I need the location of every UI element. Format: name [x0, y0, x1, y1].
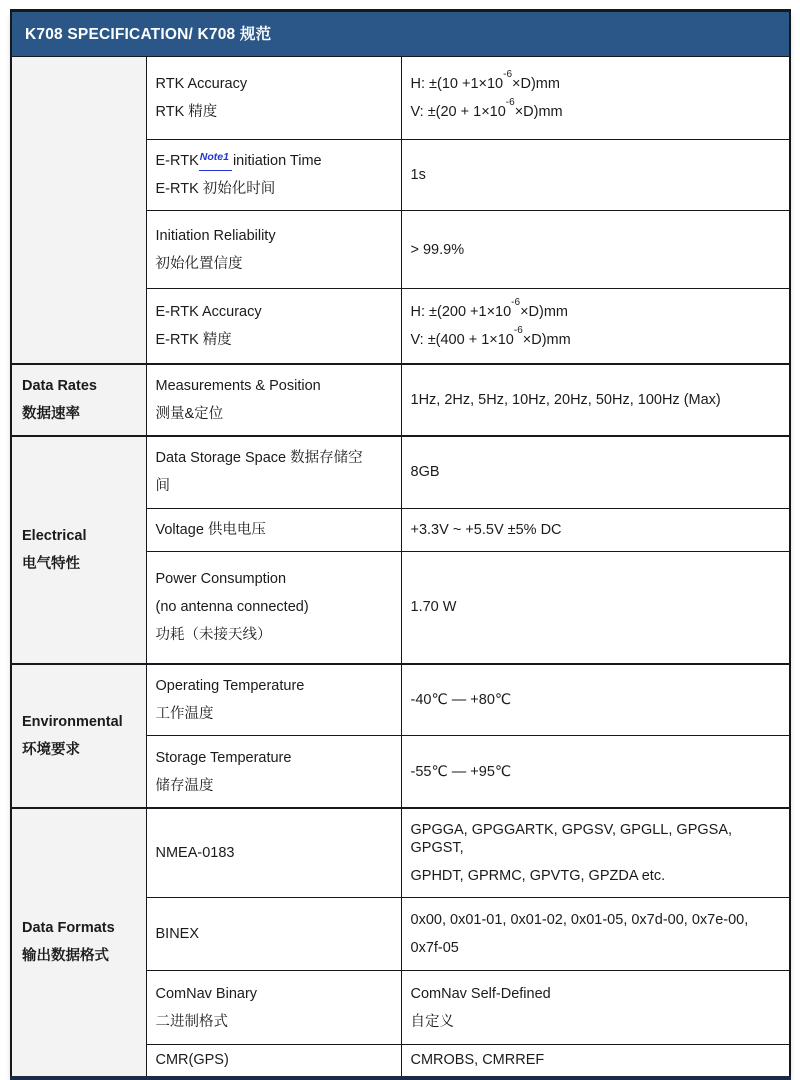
param-line-en: Measurements & Position	[155, 377, 321, 394]
row-operating-temperature	[11, 664, 790, 736]
value-cell-ertk-accuracy	[401, 289, 790, 364]
value-line: 1.70 W	[410, 599, 457, 616]
param-cell-nmea	[146, 808, 401, 898]
param-line-en: ComNav Binary	[155, 985, 258, 1002]
param-line-en: Storage Temperature	[155, 749, 292, 766]
value-line-2: 自定义	[410, 1013, 454, 1030]
value-cell-rtk-accuracy	[401, 57, 790, 140]
param-cell-power-consumption	[146, 551, 401, 664]
value-line: 1s	[410, 167, 426, 184]
value-line: -40℃ — +80℃	[410, 692, 512, 709]
value-line: 8GB	[410, 464, 440, 481]
value-line-1: 0x00, 0x01-01, 0x01-02, 0x01-05, 0x7d-00, 0x7e-00,	[410, 912, 749, 929]
param-cell-voltage	[146, 508, 401, 551]
param-cell-data-storage	[146, 436, 401, 508]
category-cell-blank	[11, 57, 146, 364]
param-line-3: 功耗（未接天线）	[155, 627, 272, 644]
param-line-zh: 测量&定位	[155, 405, 224, 422]
value-line-v: V: $\pm(20 + 1\times 10^{-6}\times D)mm$	[410, 97, 563, 120]
row-rtk-accuracy	[11, 57, 790, 140]
param-line: CMR(GPS)	[155, 1052, 229, 1069]
category-label-zh: 数据速率	[22, 405, 80, 422]
param-line-en: E-RTK Accuracy	[155, 303, 262, 320]
category-cell-data-rates	[11, 364, 146, 436]
value-cell-ertk-initiation	[401, 140, 790, 211]
value-cell-operating-temperature	[401, 664, 790, 736]
row-nmea-0183	[11, 808, 790, 898]
param-line-en	[156, 152, 397, 170]
param-cell-ertk-accuracy	[146, 289, 401, 364]
note1-link[interactable]: Note1	[199, 151, 229, 163]
value-line-v: V: $\pm(400 + 1\times 10^{-6}\times D)mm$	[410, 325, 571, 348]
param-line-1: Data Storage Space 数据存储空	[155, 450, 363, 467]
param-line: Voltage 供电电压	[155, 521, 266, 538]
param-line-zh: 二进制格式	[155, 1013, 228, 1030]
param-line-en: RTK Accuracy	[155, 75, 248, 92]
spec-table	[10, 9, 791, 1080]
ertk-prefix: E-RTK	[155, 153, 199, 169]
category-label-en: Data Rates	[22, 377, 97, 394]
param-cell-cmr	[146, 1045, 401, 1078]
param-line-zh: 初始化置信度	[155, 255, 243, 272]
category-label-en: Environmental	[22, 713, 123, 730]
param-line-zh: 储存温度	[155, 777, 214, 794]
value-cell-power-consumption	[401, 551, 790, 664]
param-cell-initiation-reliability	[146, 211, 401, 289]
row-measurements-position	[11, 364, 790, 436]
param-cell-storage-temperature	[146, 736, 401, 808]
value-line: +3.3V ~ +5.5V ±5% DC	[410, 521, 562, 538]
value-line-1: ComNav Self-Defined	[410, 985, 551, 1002]
param-line-en: Initiation Reliability	[155, 227, 276, 244]
value-cell-data-storage	[401, 436, 790, 508]
category-label-zh: 电气特性	[22, 556, 80, 573]
category-cell-environmental	[11, 664, 146, 808]
ertk-suffix: initiation Time	[232, 153, 322, 169]
value-cell-voltage	[401, 508, 790, 551]
param-cell-operating-temperature	[146, 664, 401, 736]
value-cell-cmr	[401, 1045, 790, 1078]
param-line-zh: E-RTK 初始化时间	[155, 181, 276, 198]
table-header-row	[11, 11, 790, 57]
param-line: NMEA-0183	[155, 845, 235, 861]
value-cell-binex	[401, 898, 790, 971]
param-line-2: 间	[155, 478, 170, 495]
value-cell-storage-temperature	[401, 736, 790, 808]
value-cell-comnav-binary	[401, 971, 790, 1045]
value-line-2: 0x7f-05	[410, 940, 459, 957]
value-line-h: H: $\pm(200 +1\times 10^{-6}\times D)mm$	[410, 297, 569, 320]
param-line: BINEX	[155, 926, 200, 943]
value-line: 1Hz, 2Hz, 5Hz, 10Hz, 20Hz, 50Hz, 100Hz (Max)	[410, 391, 721, 408]
param-line-2: (no antenna connected)	[155, 599, 309, 616]
category-label-zh: 环境要求	[22, 742, 80, 758]
param-line-1: Power Consumption	[155, 571, 287, 588]
value-line: > 99.9%	[410, 241, 465, 258]
row-data-storage-space	[11, 436, 790, 508]
param-line-en: Operating Temperature	[155, 678, 305, 695]
category-label-en: Data Formats	[22, 920, 115, 937]
param-cell-rtk-accuracy	[146, 57, 401, 140]
value-cell-initiation-reliability	[401, 211, 790, 289]
param-cell-binex	[146, 898, 401, 971]
value-cell-nmea	[401, 808, 790, 898]
category-label-en: Electrical	[22, 527, 87, 544]
param-cell-comnav-binary	[146, 971, 401, 1045]
param-line-zh: E-RTK 精度	[155, 332, 232, 348]
param-cell-measurements-position	[146, 364, 401, 436]
value-line: -55℃ — +95℃	[410, 763, 512, 780]
value-cell-measurements-position	[401, 364, 790, 436]
value-line-1: GPGGA, GPGGARTK, GPGSV, GPGLL, GPGSA, GPGST,	[410, 821, 733, 856]
param-cell-ertk-initiation	[146, 140, 401, 211]
category-cell-electrical	[11, 436, 146, 664]
category-cell-data-formats	[11, 808, 146, 1078]
table-title: K708 SPECIFICATION/ K708 规范	[11, 11, 790, 57]
param-line-zh: RTK 精度	[155, 104, 218, 120]
value-line-h: H: $\pm(10 +1\times 10^{-6}\times D)mm$	[410, 69, 560, 92]
param-line-zh: 工作温度	[155, 706, 214, 723]
value-line: CMROBS, CMRREF	[410, 1052, 545, 1069]
category-label-zh: 输出数据格式	[22, 948, 109, 965]
value-line-2: GPHDT, GPRMC, GPVTG, GPZDA etc.	[410, 868, 666, 885]
